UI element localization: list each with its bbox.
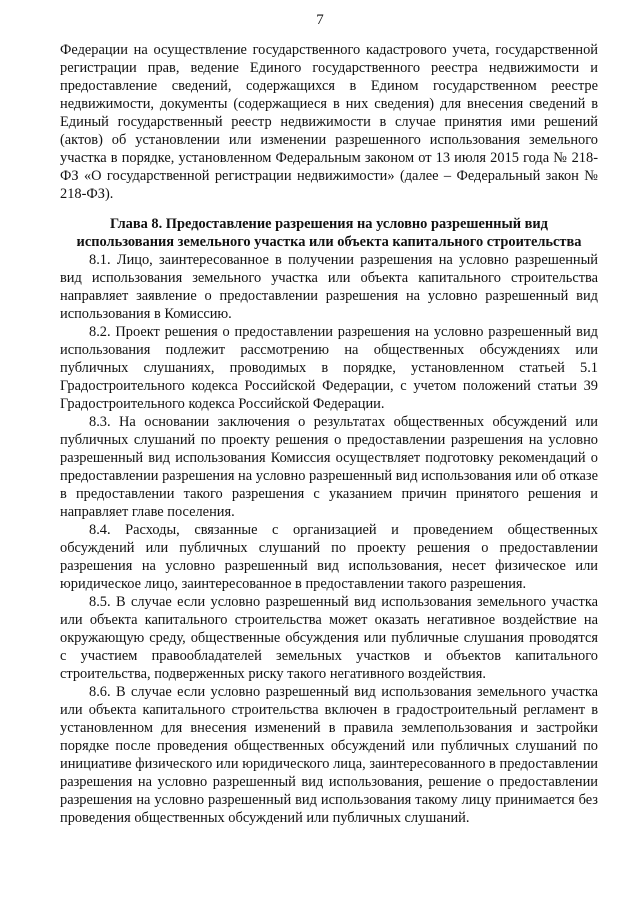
intro-paragraph: Федерации на осуществление государственного кадастрового учета, государственной регистрации прав, ведение Единого государственного реестра недвижимости и предоставление сведений, содержащихся в Едином государственном реестре недвижимости, документы (содержащиеся в них сведения) для внесения сведений в Единый государственный реестр недвижимости в случае принятия ими решений (актов) об установлении или изменении разрешенного использования земельного участка в порядке, установленном Федеральным законом от 13 июля 2015 года № 218-ФЗ «О государственной регистрации недвижимости» (далее – Федеральный закон № 218-ФЗ). bbox=[60, 42, 598, 202]
page-number: 7 bbox=[316, 12, 324, 28]
paragraph-8-1: 8.1. Лицо, заинтересованное в получении разрешения на условно разрешенный вид использования земельного участка или объекта капитального строительства направляет заявление о предоставлении разрешения на условно разрешенный вид использования в Комиссию. bbox=[60, 252, 598, 322]
paragraph-8-5: 8.5. В случае если условно разрешенный вид использования земельного участка или объекта капитального строительства может оказать негативное воздействие на окружающую среду, общественные обсуждения или публичные слушания проводятся с участием правообладателей земельных участков и объектов капитального строительства, подверженных риску такого негативного воздействия. bbox=[60, 594, 598, 682]
paragraph-8-6: 8.6. В случае если условно разрешенный вид использования земельного участка или объекта капитального строительства включен в градостроительный регламент в установленном для внесения изменений в правила землепользования и застройки порядке после проведения общественных обсуждений или публичных слушаний по инициативе физического или юридического лица, заинтересованного в предоставлении разрешения на условно разрешенный вид использования, решение о предоставлении разрешения на условно разрешенный вид использования такому лицу принимается без проведения общественных обсуждений или публичных слушаний. bbox=[60, 684, 598, 826]
chapter-heading: Глава 8. Предоставление разрешения на условно разрешенный вид использования земельного участка или объекта капитального строительства bbox=[76, 216, 582, 250]
paragraph-8-4: 8.4. Расходы, связанные с организацией и проведением общественных обсуждений или публичных слушаний по проекту решения о предоставлении разрешения на условно разрешенный вид использования, несет физическое или юридическое лицо, заинтересованное в предоставлении такого разрешения. bbox=[60, 522, 598, 592]
paragraph-8-3: 8.3. На основании заключения о результатах общественных обсуждений или публичных слушаний по проекту решения о предоставлении разрешения на условно разрешенный вид использования Комиссия осуществляет подготовку рекомендаций о предоставлении разрешения на условно разрешенный вид использования или об отказе в предоставлении такого разрешения с указанием причин принятого решения и направляет главе поселения. bbox=[60, 414, 598, 520]
paragraph-8-2: 8.2. Проект решения о предоставлении разрешения на условно разрешенный вид использования подлежит рассмотрению на общественных обсуждениях или публичных слушаниях, проводимых в порядке, установленном статьей 5.1 Градостроительного кодекса Российской Федерации, с учетом положений статьи 39 Градостроительного кодекса Российской Федерации. bbox=[60, 324, 598, 412]
document-body bbox=[60, 41, 598, 827]
